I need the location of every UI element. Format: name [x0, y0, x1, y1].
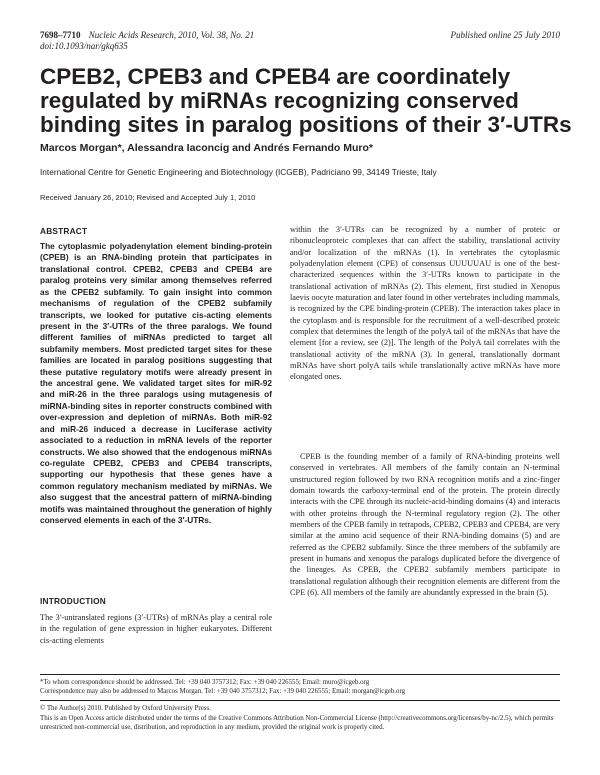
introduction-text: The 3′-untranslated regions (3′-UTRs) of mRNAs play a central role in the regulation of gene expression in higher eukaryotes. Different cis-acting elements: [40, 613, 272, 645]
correspondence-note-2: Correspondence may also be addressed to Marcos Morgan. Tel: +39 040 3757312; Fax: +39 040 226555; Email: morgan@icgeb.org: [40, 688, 406, 695]
body-paragraph-1: within the 3′-UTRs can be recognized by a number of proteic or ribonucleoproteic complexes that can affect the stability, translational activity and/or localization of the mRNAs (1). In vertebrates the cytoplasmic polyadenylation element (CPE) of consensus UUUUUAU is one of the best-characterized sequences within the 3′-UTRs known to participate in the translational activation of mRNAs (2). This element, first studied in Xenopus laevis oocyte maturation and later found in other vertebrates including mammals, is recognized by the CPE binding-protein (CPEB). The interaction takes place in the cytoplasm and is responsible for the recruitment of a well-described proteic complex that determines the length of the polyA tail of the mRNAs that have the element [for a review, see (2)]. The length of the PolyA tail correlates with the translational activity of the mRNA (3). In general, translationally dormant mRNAs have short polyA tails while translationally active mRNAs have more elongated ones.: [290, 225, 560, 382]
journal-header: [40, 30, 254, 41]
footnote-divider: [40, 674, 560, 675]
page-range: 7698–7710: [40, 30, 81, 40]
copyright-notice: © The Author(s) 2010. Published by Oxford University Press.: [40, 705, 211, 712]
correspondence-note: *To whom correspondence should be addressed. Tel: +39 040 3757312; Fax: +39 040 226555; Email: muro@icgeb.org: [40, 679, 370, 686]
affiliation: International Centre for Genetic Engineering and Biotechnology (ICGEB), Padriciano 99, 34149 Trieste, Italy: [40, 167, 437, 177]
body-paragraph-2: CPEB is the founding member of a family of RNA-binding proteins well conserved in vertebrates. All members of the family contain an N-terminal unstructured region followed by two RNA recognition motifs and a zinc-finger domain towards the carboxy-terminal end of the protein. The protein directly interacts with the CPE through its nucleic-acid-binding domains (4) and interacts with other proteins through the N-terminal regulatory region (2). The other members of the CPEB family in tetrapods, CPEB2, CPEB3 and CPEB4, are very similar at the amino acid sequence of their RNA-binding domains (5) and are referred as the CPEB2 subfamily. Since the three members of the subfamily are present in humans and xenopus the paralogs duplicated before the divergence of the lineages. As CPEB, the CPEB2 subfamily members participate in translational regulation although their recognition elements are different from the CPE (6). All members of the family are abundantly expressed in the brain (5).: [290, 452, 560, 597]
doi: doi:10.1093/nar/gkq635: [40, 41, 128, 51]
journal-citation: Nucleic Acids Research, 2010, Vol. 38, No. 21: [88, 30, 255, 40]
article-title: CPEB2, CPEB3 and CPEB4 are coordinately regulated by miRNAs recognizing conserved binding sites in paralog positions of their 3′-UTRs: [40, 64, 572, 137]
received-dates: Received January 26, 2010; Revised and Accepted July 1, 2010: [40, 193, 256, 202]
abstract-heading: ABSTRACT: [40, 226, 88, 236]
abstract-text: The cytoplasmic polyadenylation element binding-protein (CPEB) is an RNA-binding protein that participates in translational control. CPEB2, CPEB3 and CPEB4 are paralog proteins very similar among themselves referred as the CPEB2 subfamily. To gain insight into common mechanisms of regulation of the CPEB2 subfamily transcripts, we looked for putative cis-acting elements present in the 3′-UTRs of the three paralogs. We found different families of miRNAs predicted to target all subfamily members. Most predicted target sites for these families are located in paralog positions suggesting that these putative regulatory motifs were already present in the ancestral gene. We validated target sites for miR-92 and miR-26 in the three paralogs using mutagenesis of miRNA-binding sites in reporter constructs combined with over-expression and depletion of miRNAs. Both miR-92 and miR-26 induced a decrease in Luciferase activity associated to a reduction in mRNA levels of the reporter constructs. We also showed that the endogenous miRNAs co-regulate CPEB2, CPEB3 and CPEB4 transcripts, supporting our hypothesis that these genes have a common regulatory mechanism mediated by miRNAs. We also suggest that the ancestral pattern of miRNA-binding motifs was maintained throughout the generation of highly conserved elements in each of the 3′-UTRs.: [40, 241, 272, 526]
license-notice: This is an Open Access article distributed under the terms of the Creative Commons Attribution Non-Commercial License (http://creativecommons.org/licenses/by-nc/2.5), which permits unrestricted non-commercial use, distribution, and reproduction in any medium, provided the original work is properly cited.: [40, 715, 554, 731]
author-list: Marcos Morgan*, Alessandra Iaconcig and Andrés Fernando Muro*: [40, 142, 373, 154]
published-date: Published online 25 July 2010: [450, 30, 560, 40]
introduction-heading: INTRODUCTION: [40, 596, 107, 606]
footnote-divider-2: [40, 700, 560, 701]
